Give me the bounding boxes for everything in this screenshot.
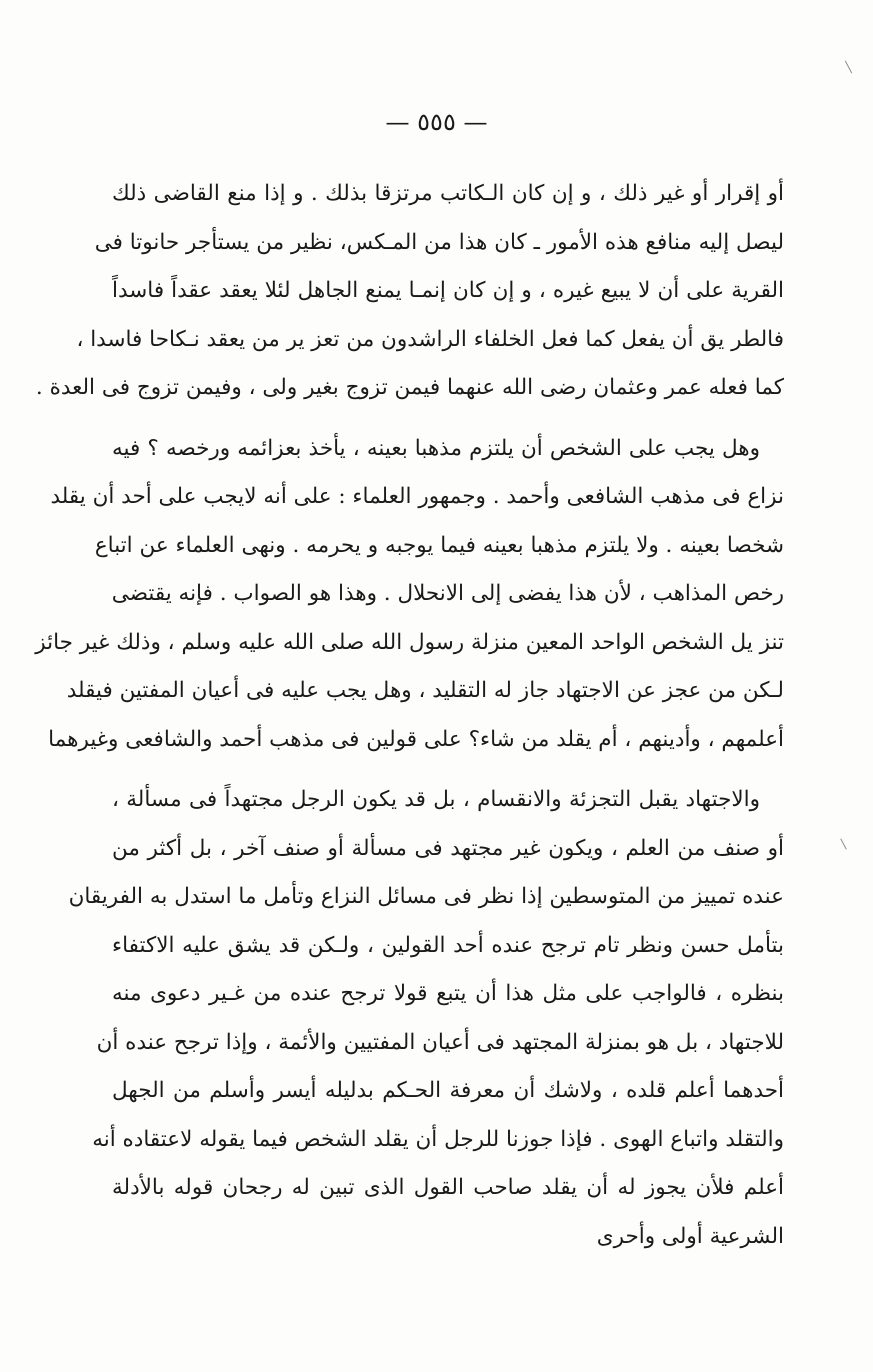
text-line: نزاع فى مذهب الشافعى وأحمد . وجمهور العلماء : على أنه لايجب على أحد أن يقلد xyxy=(50,484,784,509)
text-line: القرية على أن لا يبيع غيره ، و إن كان إنمـا يمنع الجاهل لئلا يعقد عقداً فاسداً xyxy=(112,278,784,303)
text-line: الشرعية أولى وأحرى xyxy=(596,1223,784,1249)
paragraph-1 xyxy=(35,170,784,413)
paragraph-gap xyxy=(112,413,784,425)
body-text xyxy=(35,170,784,1261)
text-line: والتقلد واتباع الهوى . فإذا جوزنا للرجل أن يقلد الشخص فيما يقوله لاعتقاده أنه xyxy=(92,1126,784,1152)
text-line: ليصل إليه منافع هذه الأمور ـ كان هذا من المـكس، نظير من يستأجر حانوتا فى xyxy=(94,229,784,255)
text-line: والاجتهاد يقبل التجزئة والانقسام ، بل قد يكون الرجل مجتهداً فى مسألة ، xyxy=(112,787,760,812)
text-line: تنز يل الشخص الواحد المعين منزلة رسول الله صلى الله عليه وسلم ، وذلك غير جائز xyxy=(35,629,784,655)
text-line: أحدهما أعلم قلده ، ولاشك أن معرفة الحـكم بدليله أيسر وأسلم من الجهل xyxy=(112,1078,784,1103)
text-line: فالطر يق أن يفعل كما فعل الخلفاء الراشدون من تعز ير من يعقد نـكاحا فاسدا ، xyxy=(76,326,784,352)
paragraph-2 xyxy=(35,425,784,765)
text-line: أو صنف من العلم ، ويكون غير مجتهد فى مسألة أو صنف آخر ، بل أكثر من xyxy=(112,835,784,861)
text-line: كما فعله عمر وعثمان رضى الله عنهما فيمن تزوج بغير ولى ، وفيمن تزوج فى العدة . xyxy=(35,375,784,400)
text-line: أعلم فلأن يجوز له أن يقلد صاحب القول الذى تبين له رجحان قوله بالأدلة xyxy=(112,1175,784,1200)
scan-speck xyxy=(845,61,852,74)
text-line: وهل يجب على الشخص أن يلتزم مذهبا بعينه ، يأخذ بعزائمه ورخصه ؟ فيه xyxy=(112,435,760,461)
text-line: أو إقرار أو غير ذلك ، و إن كان الـكاتب مرتزقا بذلك . و إذا منع القاضى ذلك xyxy=(112,181,784,206)
text-line: رخص المذاهب ، لأن هذا يفضى إلى الانحلال . وهذا هو الصواب . فإنه يقتضى xyxy=(111,581,784,606)
text-line: بتأمل حسن ونظر تام ترجح عنده أحد القولين ، ولـكن قد يشق عليه الاكتفاء xyxy=(112,932,784,958)
paragraph-3 xyxy=(68,776,784,1261)
text-line: أعلمهم ، وأدينهم ، أم يقلد من شاء؟ على قولين فى مذهب أحمد والشافعى وغيرهما xyxy=(48,726,784,752)
scan-speck xyxy=(840,838,847,849)
paragraph-gap xyxy=(112,764,784,776)
text-line: شخصا بعينه . ولا يلتزم مذهبا بعينه فيما يوجبه و يحرمه . ونهى العلماء عن اتباع xyxy=(94,532,784,558)
text-line: للاجتهاد ، بل هو بمنزلة المجتهد فى أعيان المفتيين والأئمة ، وإذا ترجح عنده أن xyxy=(96,1029,784,1055)
text-line: لـكن من عجز عن الاجتهاد جاز له التقليد ، وهل يجب عليه فى أعيان المفتين فيقلد xyxy=(66,678,784,703)
page-number: — ٥٥٥ — xyxy=(385,108,488,136)
text-line: بنظره ، فالواجب على مثل هذا أن يتبع قولا ترجح عنده من غـير دعوى منه xyxy=(112,981,784,1006)
text-line: عنده تمييز من المتوسطين إذا نظر فى مسائل النزاع وتأمل ما استدل به الفريقان xyxy=(68,884,784,909)
